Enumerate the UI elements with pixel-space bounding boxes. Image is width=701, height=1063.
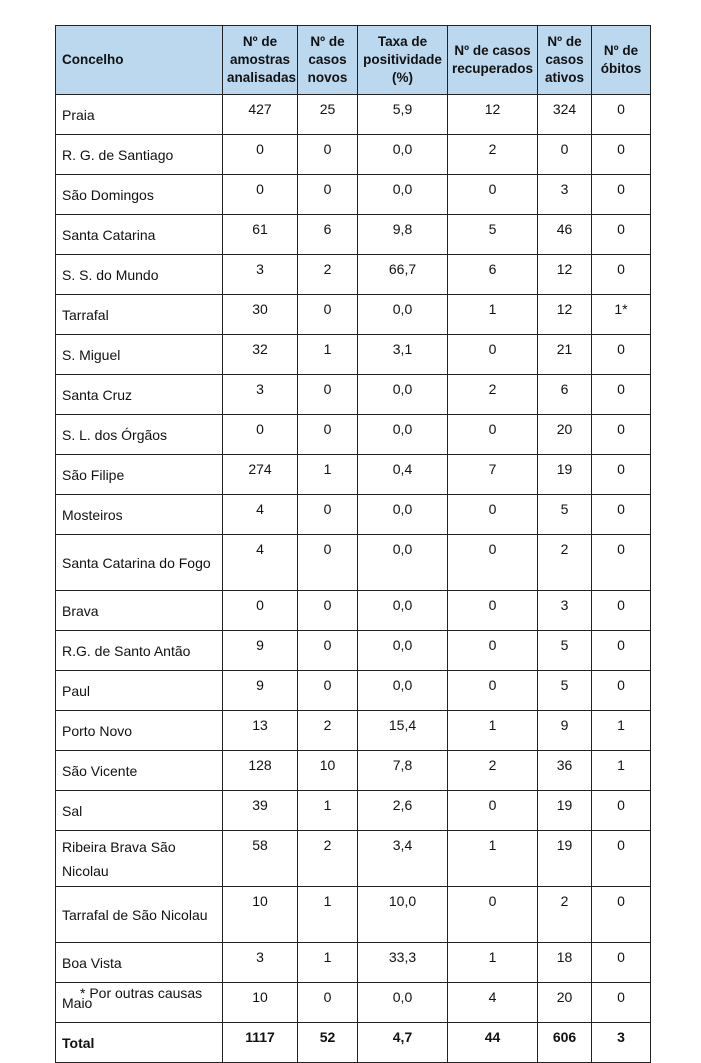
- table-row: [56, 495, 651, 535]
- table-row: [56, 375, 651, 415]
- cell-amostras: 427: [223, 95, 298, 135]
- cell-casos-novos: 1: [298, 887, 358, 943]
- cell-obitos: 0: [592, 791, 651, 831]
- cell-taxa: 5,9: [358, 95, 448, 135]
- cell-obitos: 1*: [592, 295, 651, 335]
- cell-ativos: 46: [538, 215, 592, 255]
- cell-ativos: 324: [538, 95, 592, 135]
- cell-concelho: S. Miguel: [56, 335, 223, 375]
- cell-amostras: 39: [223, 791, 298, 831]
- cell-recuperados: 44: [448, 1023, 538, 1063]
- cell-amostras: 32: [223, 335, 298, 375]
- cell-amostras: 0: [223, 175, 298, 215]
- cell-taxa: 0,0: [358, 631, 448, 671]
- table-row: [56, 255, 651, 295]
- cell-concelho: Sal: [56, 791, 223, 831]
- cell-concelho: Ribeira Brava São Nicolau: [56, 831, 223, 887]
- cell-taxa: 0,0: [358, 175, 448, 215]
- cell-casos-novos: 2: [298, 831, 358, 887]
- table-row: [56, 887, 651, 943]
- cell-concelho: São Filipe: [56, 455, 223, 495]
- cell-recuperados: 6: [448, 255, 538, 295]
- cell-recuperados: 2: [448, 135, 538, 175]
- cell-taxa: 0,0: [358, 591, 448, 631]
- table-row: [56, 711, 651, 751]
- cell-taxa: 0,0: [358, 295, 448, 335]
- cell-ativos: 19: [538, 831, 592, 887]
- cell-amostras: 1117: [223, 1023, 298, 1063]
- cell-casos-novos: 25: [298, 95, 358, 135]
- cell-ativos: 19: [538, 791, 592, 831]
- cell-obitos: 0: [592, 135, 651, 175]
- table-row: [56, 95, 651, 135]
- table-row: [56, 831, 651, 887]
- cell-obitos: 0: [592, 983, 651, 1023]
- table-row: [56, 535, 651, 591]
- cell-obitos: 0: [592, 631, 651, 671]
- cell-recuperados: 12: [448, 95, 538, 135]
- cell-recuperados: 0: [448, 671, 538, 711]
- cell-casos-novos: 0: [298, 295, 358, 335]
- cell-recuperados: 2: [448, 751, 538, 791]
- cell-obitos: 0: [592, 335, 651, 375]
- table-row: [56, 295, 651, 335]
- cell-casos-novos: 1: [298, 455, 358, 495]
- cell-obitos: 1: [592, 751, 651, 791]
- cell-amostras: 274: [223, 455, 298, 495]
- cell-ativos: 5: [538, 671, 592, 711]
- cell-obitos: 0: [592, 455, 651, 495]
- cell-recuperados: 0: [448, 335, 538, 375]
- cell-concelho: Boa Vista: [56, 943, 223, 983]
- table-row: [56, 591, 651, 631]
- cell-amostras: 0: [223, 591, 298, 631]
- cell-taxa: 0,0: [358, 535, 448, 591]
- cell-casos-novos: 0: [298, 631, 358, 671]
- cell-amostras: 58: [223, 831, 298, 887]
- cell-obitos: 0: [592, 535, 651, 591]
- cell-ativos: 9: [538, 711, 592, 751]
- cell-amostras: 10: [223, 887, 298, 943]
- cell-obitos: 0: [592, 215, 651, 255]
- cell-taxa: 7,8: [358, 751, 448, 791]
- cell-concelho: Santa Cruz: [56, 375, 223, 415]
- cell-taxa: 33,3: [358, 943, 448, 983]
- cell-obitos: 0: [592, 375, 651, 415]
- cell-recuperados: 0: [448, 535, 538, 591]
- cell-taxa: 0,0: [358, 415, 448, 455]
- cell-ativos: 20: [538, 983, 592, 1023]
- cell-casos-novos: 0: [298, 415, 358, 455]
- cell-amostras: 3: [223, 375, 298, 415]
- cell-obitos: 0: [592, 95, 651, 135]
- table-row: [56, 671, 651, 711]
- cell-ativos: 19: [538, 455, 592, 495]
- cell-ativos: 20: [538, 415, 592, 455]
- header-taxa-positividade: Taxa de positividade (%): [358, 26, 448, 95]
- cell-ativos: 36: [538, 751, 592, 791]
- cell-obitos: 0: [592, 175, 651, 215]
- cell-amostras: 3: [223, 943, 298, 983]
- cell-recuperados: 2: [448, 375, 538, 415]
- table-row: [56, 215, 651, 255]
- cell-casos-novos: 0: [298, 135, 358, 175]
- cell-recuperados: 0: [448, 631, 538, 671]
- cell-amostras: 3: [223, 255, 298, 295]
- cell-concelho: Paul: [56, 671, 223, 711]
- header-obitos: Nº de óbitos: [592, 26, 651, 95]
- cell-casos-novos: 2: [298, 255, 358, 295]
- footnote: * Por outras causas: [80, 985, 203, 1001]
- table-row: [56, 791, 651, 831]
- cell-casos-novos: 6: [298, 215, 358, 255]
- cell-casos-novos: 0: [298, 671, 358, 711]
- cell-concelho: R. G. de Santiago: [56, 135, 223, 175]
- cell-ativos: 12: [538, 255, 592, 295]
- cell-obitos: 0: [592, 831, 651, 887]
- cell-concelho: S. L. dos Órgãos: [56, 415, 223, 455]
- cell-ativos: 3: [538, 591, 592, 631]
- cell-recuperados: 0: [448, 495, 538, 535]
- table-row: [56, 943, 651, 983]
- cell-taxa: 10,0: [358, 887, 448, 943]
- cell-obitos: 0: [592, 415, 651, 455]
- cell-concelho: Porto Novo: [56, 711, 223, 751]
- cell-casos-novos: 1: [298, 943, 358, 983]
- cell-recuperados: 7: [448, 455, 538, 495]
- cell-taxa: 66,7: [358, 255, 448, 295]
- cell-concelho: Maio: [56, 983, 223, 1023]
- cell-obitos: 0: [592, 671, 651, 711]
- cell-ativos: 2: [538, 887, 592, 943]
- cell-ativos: 6: [538, 375, 592, 415]
- covid-cases-table: [55, 25, 651, 1063]
- cell-taxa: 0,0: [358, 135, 448, 175]
- cell-amostras: 4: [223, 535, 298, 591]
- cell-obitos: 1: [592, 711, 651, 751]
- cell-amostras: 0: [223, 135, 298, 175]
- cell-recuperados: 4: [448, 983, 538, 1023]
- cell-obitos: 3: [592, 1023, 651, 1063]
- cell-amostras: 0: [223, 415, 298, 455]
- cell-casos-novos: 0: [298, 375, 358, 415]
- cell-casos-novos: 0: [298, 983, 358, 1023]
- cell-concelho: Santa Catarina: [56, 215, 223, 255]
- cell-recuperados: 0: [448, 791, 538, 831]
- cell-concelho: Total: [56, 1023, 223, 1063]
- cell-amostras: 10: [223, 983, 298, 1023]
- cell-amostras: 9: [223, 631, 298, 671]
- cell-recuperados: 0: [448, 591, 538, 631]
- cell-taxa: 9,8: [358, 215, 448, 255]
- cell-casos-novos: 2: [298, 711, 358, 751]
- cell-recuperados: 0: [448, 175, 538, 215]
- total-row: [56, 1023, 651, 1063]
- cell-amostras: 9: [223, 671, 298, 711]
- cell-concelho: Tarrafal de São Nicolau: [56, 887, 223, 943]
- cell-casos-novos: 52: [298, 1023, 358, 1063]
- cell-casos-novos: 0: [298, 591, 358, 631]
- cell-concelho: Mosteiros: [56, 495, 223, 535]
- table-row: [56, 455, 651, 495]
- cell-recuperados: 1: [448, 943, 538, 983]
- cell-taxa: 2,6: [358, 791, 448, 831]
- header-concelho: Concelho: [56, 26, 223, 95]
- cell-casos-novos: 0: [298, 495, 358, 535]
- cell-concelho: R.G. de Santo Antão: [56, 631, 223, 671]
- table-body: [56, 95, 651, 1063]
- cell-recuperados: 0: [448, 887, 538, 943]
- cell-amostras: 30: [223, 295, 298, 335]
- header-casos-novos: Nº de casos novos: [298, 26, 358, 95]
- cell-obitos: 0: [592, 255, 651, 295]
- table-row: [56, 415, 651, 455]
- cell-obitos: 0: [592, 495, 651, 535]
- cell-casos-novos: 10: [298, 751, 358, 791]
- table-row: [56, 135, 651, 175]
- header-casos-ativos: Nº de casos ativos: [538, 26, 592, 95]
- cell-ativos: 2: [538, 535, 592, 591]
- cell-taxa: 0,4: [358, 455, 448, 495]
- cell-amostras: 128: [223, 751, 298, 791]
- cell-ativos: 12: [538, 295, 592, 335]
- cell-concelho: Praia: [56, 95, 223, 135]
- cell-casos-novos: 1: [298, 791, 358, 831]
- cell-concelho: São Domingos: [56, 175, 223, 215]
- cell-taxa: 0,0: [358, 495, 448, 535]
- cell-ativos: 5: [538, 631, 592, 671]
- cell-amostras: 4: [223, 495, 298, 535]
- cell-recuperados: 1: [448, 295, 538, 335]
- cell-concelho: Santa Catarina do Fogo: [56, 535, 223, 591]
- cell-taxa: 0,0: [358, 983, 448, 1023]
- cell-ativos: 18: [538, 943, 592, 983]
- cell-casos-novos: 0: [298, 175, 358, 215]
- header-row: [56, 26, 651, 95]
- cell-obitos: 0: [592, 887, 651, 943]
- table-row: [56, 631, 651, 671]
- cell-concelho: S. S. do Mundo: [56, 255, 223, 295]
- cell-obitos: 0: [592, 591, 651, 631]
- table-row: [56, 751, 651, 791]
- cell-recuperados: 1: [448, 711, 538, 751]
- cell-amostras: 61: [223, 215, 298, 255]
- cell-taxa: 0,0: [358, 375, 448, 415]
- cell-recuperados: 0: [448, 415, 538, 455]
- cell-ativos: 21: [538, 335, 592, 375]
- table-row: [56, 335, 651, 375]
- cell-ativos: 3: [538, 175, 592, 215]
- cell-ativos: 606: [538, 1023, 592, 1063]
- cell-taxa: 15,4: [358, 711, 448, 751]
- cell-ativos: 0: [538, 135, 592, 175]
- header-casos-recuperados: Nº de casos recuperados: [448, 26, 538, 95]
- cell-casos-novos: 0: [298, 535, 358, 591]
- table-row: [56, 175, 651, 215]
- cell-amostras: 13: [223, 711, 298, 751]
- cell-concelho: Tarrafal: [56, 295, 223, 335]
- cell-obitos: 0: [592, 943, 651, 983]
- cell-casos-novos: 1: [298, 335, 358, 375]
- cell-recuperados: 5: [448, 215, 538, 255]
- cell-taxa: 3,4: [358, 831, 448, 887]
- cell-concelho: Brava: [56, 591, 223, 631]
- cell-ativos: 5: [538, 495, 592, 535]
- cell-taxa: 4,7: [358, 1023, 448, 1063]
- cell-taxa: 0,0: [358, 671, 448, 711]
- cell-recuperados: 1: [448, 831, 538, 887]
- cell-concelho: São Vicente: [56, 751, 223, 791]
- cell-taxa: 3,1: [358, 335, 448, 375]
- header-amostras: Nº de amostras analisadas: [223, 26, 298, 95]
